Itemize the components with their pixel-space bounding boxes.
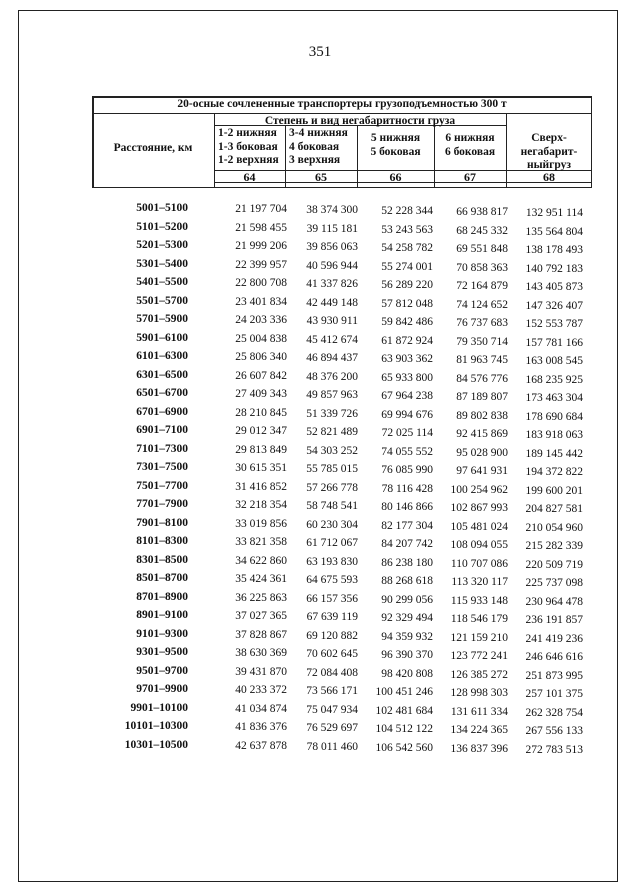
tariff-cell: 73 566 171 <box>306 685 358 698</box>
distance-cell: 9501–9700 <box>136 664 188 677</box>
tariff-cell: 267 556 133 <box>525 725 583 738</box>
tariff-cell: 67 639 119 <box>306 611 358 624</box>
tariff-cell: 80 146 866 <box>381 501 433 514</box>
distance-cell: 10301–10500 <box>124 738 188 751</box>
page-number: 351 <box>308 44 332 60</box>
tariff-cell: 68 245 332 <box>456 224 508 237</box>
distance-cell: 5401–5500 <box>136 276 188 288</box>
tariff-cell: 61 712 067 <box>306 537 358 550</box>
column-label: 1-2 нижняя 1-3 боковая 1-2 верхняя <box>218 127 279 166</box>
tariff-cell: 29 012 347 <box>235 425 287 437</box>
tariff-cell: 69 994 676 <box>381 408 433 421</box>
tariff-cell: 96 390 370 <box>381 649 433 662</box>
tariff-cell: 100 451 246 <box>375 686 433 699</box>
distance-cell: 10101–10300 <box>124 720 188 732</box>
tariff-cell: 33 019 856 <box>235 517 287 530</box>
tariff-cell: 88 268 618 <box>381 575 433 588</box>
distance-cell: 9901–10100 <box>130 701 188 714</box>
column-label: 3-4 нижняя 4 боковая 3 верхняя <box>289 127 348 166</box>
tariff-cell: 61 872 924 <box>381 334 433 347</box>
tariff-cell: 84 576 776 <box>456 372 508 385</box>
tariff-cell: 121 159 210 <box>450 631 508 644</box>
tariff-cell: 106 542 560 <box>375 741 433 754</box>
tariff-cell: 21 197 704 <box>235 203 287 215</box>
tariff-cell: 173 463 304 <box>525 392 583 405</box>
distance-cell: 5101–5200 <box>136 220 188 233</box>
tariff-cell: 41 337 826 <box>306 278 358 291</box>
tariff-cell: 39 856 063 <box>306 241 358 254</box>
tariff-cell: 42 449 148 <box>306 296 358 309</box>
tariff-cell: 21 598 455 <box>235 221 287 234</box>
tariff-cell: 97 641 931 <box>456 465 508 478</box>
distance-cell: 6301–6500 <box>136 368 188 381</box>
tariff-cell: 39 115 181 <box>306 222 358 235</box>
tariff-cell: 54 258 782 <box>381 242 433 255</box>
tariff-cell: 30 615 351 <box>235 462 287 474</box>
tariff-cell: 58 748 541 <box>306 500 358 513</box>
tariff-cell: 57 266 778 <box>306 481 358 494</box>
tariff-cell: 59 842 486 <box>381 316 433 329</box>
column-code: 64 <box>243 170 256 184</box>
distance-cell: 8101–8300 <box>136 535 188 547</box>
tariff-cell: 43 930 911 <box>306 315 358 328</box>
tariff-cell: 49 857 963 <box>306 389 358 402</box>
tariff-cell: 79 350 714 <box>456 335 508 348</box>
tariff-cell: 31 416 852 <box>235 480 287 493</box>
tariff-cell: 246 646 616 <box>525 651 583 664</box>
tariff-cell: 76 085 990 <box>381 464 433 477</box>
tariff-cell: 92 329 494 <box>381 612 433 625</box>
tariff-cell: 60 230 304 <box>306 518 358 531</box>
tariff-cell: 100 254 962 <box>450 483 508 496</box>
tariff-cell: 76 737 683 <box>456 317 508 330</box>
tariff-cell: 94 359 932 <box>381 630 433 643</box>
oversize-header: Сверх- негабарит- ныйгруз <box>520 132 578 171</box>
table-title: 20-осные сочлененные транспортеры грузоподъемностью 300 т <box>177 98 507 110</box>
tariff-cell: 65 933 800 <box>381 371 433 384</box>
tariff-cell: 75 047 934 <box>306 703 358 716</box>
tariff-cell: 210 054 960 <box>525 521 583 534</box>
tariff-cell: 48 376 200 <box>306 370 358 383</box>
tariff-cell: 220 509 719 <box>525 558 583 571</box>
tariff-cell: 236 191 857 <box>525 614 583 627</box>
tariff-cell: 23 401 834 <box>235 295 287 308</box>
tariff-cell: 56 289 220 <box>381 279 433 292</box>
distance-cell: 5201–5300 <box>136 239 188 251</box>
tariff-cell: 51 339 726 <box>306 407 358 420</box>
tariff-cell: 126 385 272 <box>450 668 508 681</box>
tariff-cell: 225 737 098 <box>525 577 583 590</box>
tariff-cell: 70 602 645 <box>306 648 358 661</box>
tariff-cell: 194 372 822 <box>525 466 583 479</box>
distance-cell: 7901–8100 <box>136 516 188 529</box>
column-code: 65 <box>315 170 327 184</box>
distance-cell: 9701–9900 <box>136 683 188 695</box>
tariff-cell: 21 999 206 <box>235 240 287 252</box>
tariff-cell: 78 116 428 <box>381 482 433 495</box>
tariff-cell: 25 806 340 <box>235 351 287 363</box>
table-header <box>92 96 592 188</box>
tariff-cell: 34 622 860 <box>235 554 287 567</box>
tariff-cell: 123 772 241 <box>450 650 508 663</box>
tariff-cell: 262 328 754 <box>525 706 583 719</box>
tariff-cell: 87 189 807 <box>456 391 508 404</box>
tariff-cell: 25 004 838 <box>235 332 287 345</box>
tariff-cell: 257 101 375 <box>525 688 583 701</box>
tariff-cell: 63 903 362 <box>381 353 433 366</box>
tariff-cell: 55 274 001 <box>381 260 433 273</box>
distance-cell: 6501–6700 <box>136 387 188 399</box>
tariff-cell: 69 120 882 <box>306 629 358 642</box>
tariff-cell: 36 225 863 <box>235 591 287 604</box>
distance-cell: 6901–7100 <box>136 424 188 436</box>
tariff-cell: 230 964 478 <box>525 595 583 608</box>
column-code: 66 <box>389 170 402 184</box>
distance-cell: 5001–5100 <box>136 202 188 214</box>
column-code: 68 <box>543 170 555 184</box>
tariff-cell: 95 028 900 <box>456 446 508 459</box>
tariff-cell: 92 415 869 <box>456 428 508 441</box>
tariff-cell: 52 228 344 <box>381 205 433 218</box>
tariff-cell: 57 812 048 <box>381 297 433 310</box>
tariff-cell: 40 233 372 <box>235 684 287 696</box>
tariff-cell: 22 800 708 <box>235 277 287 289</box>
distance-cell: 6701–6900 <box>136 405 188 418</box>
tariff-cell: 74 055 552 <box>381 445 433 458</box>
tariff-cell: 113 320 117 <box>451 576 508 589</box>
column-label: 6 нижняя 6 боковая <box>444 132 496 158</box>
tariff-cell: 72 164 879 <box>456 280 508 293</box>
tariff-cell: 63 193 830 <box>306 555 358 568</box>
distance-cell: 9301–9500 <box>136 646 188 658</box>
tariff-cell: 90 299 056 <box>381 593 433 606</box>
tariff-cell: 42 637 878 <box>235 739 287 752</box>
tariff-cell: 55 785 015 <box>306 463 358 476</box>
tariff-cell: 104 512 122 <box>375 723 433 736</box>
tariff-cell: 70 858 363 <box>456 261 508 274</box>
tariff-cell: 37 828 867 <box>235 628 287 641</box>
tariff-cell: 98 420 808 <box>381 667 433 680</box>
tariff-cell: 241 419 236 <box>525 632 583 645</box>
tariff-cell: 66 157 356 <box>306 592 358 605</box>
tariff-cell: 24 203 336 <box>235 314 287 326</box>
tariff-cell: 132 951 114 <box>525 207 583 220</box>
tariff-cell: 105 481 024 <box>450 520 508 533</box>
tariff-cell: 74 124 652 <box>456 298 508 311</box>
tariff-cell: 152 553 787 <box>525 318 583 331</box>
tariff-cell: 64 675 593 <box>306 574 358 587</box>
tariff-cell: 66 938 817 <box>456 206 508 219</box>
tariff-cell: 134 224 365 <box>450 724 508 737</box>
distance-cell: 5301–5400 <box>136 257 188 270</box>
tariff-cell: 136 837 396 <box>450 742 508 755</box>
tariff-cell: 52 821 489 <box>306 426 358 439</box>
tariff-cell: 37 027 365 <box>235 610 287 622</box>
tariff-cell: 183 918 063 <box>525 429 583 442</box>
distance-cell: 5901–6100 <box>136 331 188 344</box>
tariff-cell: 178 690 684 <box>525 410 583 423</box>
tariff-cell: 26 607 842 <box>235 369 287 382</box>
tariff-cell: 78 011 460 <box>306 740 358 753</box>
distance-cell: 8901–9100 <box>136 609 188 621</box>
tariff-cell: 27 409 343 <box>235 388 287 400</box>
distance-cell: 8701–8900 <box>136 590 188 603</box>
tariff-cell: 168 235 925 <box>525 373 583 386</box>
distance-cell: 6101–6300 <box>136 350 188 362</box>
tariff-cell: 89 802 838 <box>456 409 508 422</box>
distance-cell: 8501–8700 <box>136 572 188 584</box>
tariff-cell: 45 412 674 <box>306 333 358 346</box>
tariff-cell: 108 094 055 <box>450 539 508 552</box>
tariff-cell: 53 243 563 <box>381 223 433 236</box>
tariff-cell: 46 894 437 <box>306 352 358 365</box>
tariff-cell: 33 821 358 <box>235 536 287 548</box>
distance-cell: 7501–7700 <box>136 479 188 492</box>
tariff-cell: 204 827 581 <box>525 503 583 516</box>
tariff-cell: 128 998 303 <box>450 687 508 700</box>
tariff-cell: 41 836 376 <box>235 721 287 733</box>
tariff-cell: 40 596 944 <box>306 259 358 272</box>
tariff-cell: 251 873 995 <box>525 669 583 682</box>
tariff-cell: 76 529 697 <box>306 722 358 735</box>
distance-cell: 8301–8500 <box>136 553 188 566</box>
tariff-cell: 138 178 493 <box>525 244 583 257</box>
tariff-cell: 115 933 148 <box>450 594 508 607</box>
tariff-cell: 32 218 354 <box>235 499 287 511</box>
tariff-cell: 131 611 334 <box>450 705 508 718</box>
tariff-cell: 38 630 369 <box>235 647 287 659</box>
tariff-cell: 39 431 870 <box>235 665 287 678</box>
distance-cell: 7101–7300 <box>136 442 188 455</box>
tariff-cell: 72 084 408 <box>306 666 358 679</box>
column-code: 67 <box>464 170 476 184</box>
tariff-cell: 29 813 849 <box>235 443 287 456</box>
tariff-cell: 54 303 252 <box>306 444 358 457</box>
tariff-cell: 272 783 513 <box>525 743 583 756</box>
distance-header: Расстояние, км <box>113 142 193 154</box>
tariff-cell: 140 792 183 <box>525 262 583 275</box>
tariff-cell: 69 551 848 <box>456 243 508 256</box>
tariff-cell: 67 964 238 <box>381 390 433 403</box>
tariff-cell: 86 238 180 <box>381 556 433 569</box>
tariff-cell: 135 564 804 <box>525 225 583 238</box>
distance-cell: 9101–9300 <box>136 627 188 640</box>
tariff-cell: 41 034 874 <box>235 702 287 715</box>
tariff-cell: 102 867 993 <box>450 502 508 515</box>
column-label: 5 нижняя 5 боковая <box>370 132 421 158</box>
distance-cell: 7301–7500 <box>136 461 188 473</box>
tariff-cell: 102 481 684 <box>375 704 433 717</box>
tariff-cell: 189 145 442 <box>525 447 583 460</box>
tariff-cell: 81 963 745 <box>456 354 508 367</box>
distance-cell: 5501–5700 <box>136 294 188 307</box>
tariff-cell: 38 374 300 <box>306 204 358 217</box>
tariff-cell: 143 405 873 <box>525 281 583 294</box>
distance-cell: 5701–5900 <box>136 313 188 325</box>
tariff-cell: 82 177 304 <box>381 519 433 532</box>
group-header: Степень и вид негабаритности груза <box>264 115 456 127</box>
tariff-cell: 84 207 742 <box>381 538 433 551</box>
tariff-cell: 215 282 339 <box>525 540 583 553</box>
tariff-cell: 72 025 114 <box>381 427 433 440</box>
tariff-cell: 118 546 179 <box>450 613 508 626</box>
tariff-cell: 199 600 201 <box>525 484 583 497</box>
distance-cell: 7701–7900 <box>136 498 188 510</box>
tariff-cell: 157 781 166 <box>525 336 583 349</box>
tariff-cell: 147 326 407 <box>525 299 583 312</box>
tariff-cell: 110 707 086 <box>450 557 508 570</box>
tariff-cell: 163 008 545 <box>525 355 583 368</box>
tariff-cell: 22 399 957 <box>235 258 287 271</box>
tariff-cell: 35 424 361 <box>235 573 287 585</box>
tariff-cell: 28 210 845 <box>235 406 287 419</box>
